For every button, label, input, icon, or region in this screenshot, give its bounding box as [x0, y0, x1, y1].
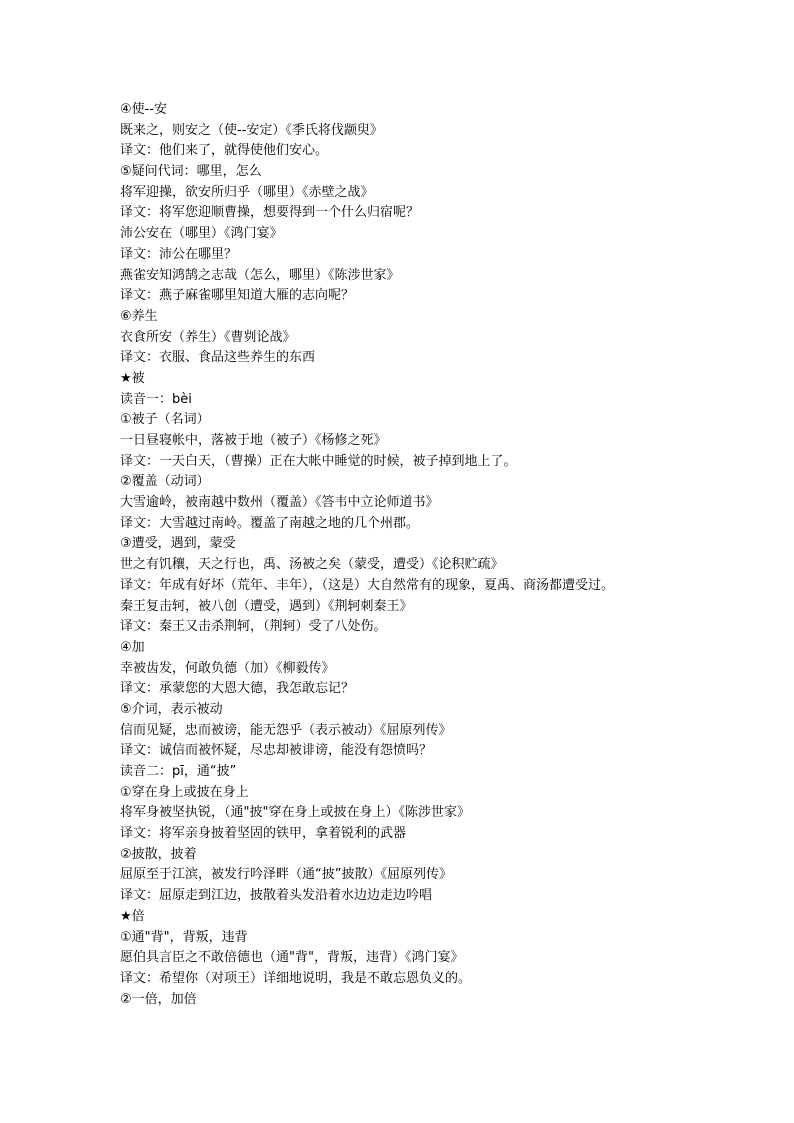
text-line: ⑤介词，表示被动	[120, 701, 223, 717]
text-line: ⑤疑问代词：哪里，怎么	[120, 164, 262, 180]
text-line: 译文：沛公在哪里？	[120, 246, 238, 262]
text-line: ①被子（名词）	[120, 412, 210, 428]
text-line: 译文：承蒙您的大恩大德，我怎敢忘记？	[120, 681, 355, 697]
text-line: ②一倍，加倍	[120, 991, 197, 1007]
text-line: ⑥养生	[120, 308, 158, 324]
text-line: 读音二：pī，通“披”	[120, 764, 237, 779]
text-line: ②披散，披着	[120, 846, 197, 862]
text-line: 读音一：bèi	[120, 391, 192, 407]
text-line: 译文：年成有好坏（荒年、丰年），（这是）大自然常有的现象，夏禹、商汤都遭受过。	[120, 577, 615, 593]
text-line: 燕雀安知鸿鹄之志哉（怎么，哪里）《陈涉世家》	[120, 267, 400, 283]
text-line: 既来之，则安之（使--安定）《季氏将伐颛臾》	[120, 122, 383, 138]
section-heading: ★被	[120, 370, 145, 386]
text-line: 沛公安在（哪里）《鸿门宴》	[120, 226, 283, 242]
text-line: ④使--安	[120, 102, 168, 117]
text-line: 译文：一天白天，（曹操）正在大帐中睡觉的时候，被子掉到地上了。	[120, 453, 517, 469]
text-line: 译文：大雪越过南岭。覆盖了南越之地的几个州郡。	[120, 515, 420, 531]
text-line: 幸被齿发，何敢负德（加）《柳毅传》	[120, 660, 335, 676]
text-line: 译文：希望你（对项王）详细地说明，我是不敢忘恩负义的。	[120, 970, 472, 986]
text-line: 世之有饥穰，天之行也，禹、汤被之矣（蒙受，遭受）《论积贮疏》	[120, 557, 504, 573]
text-line: 秦王复击轲，被八创（遭受，遇到）《荆轲刺秦王》	[120, 598, 413, 614]
document-body	[120, 100, 720, 1010]
text-line: ①穿在身上或披在身上	[120, 784, 249, 800]
text-line: 译文：诚信而被怀疑，尽忠却被诽谤，能没有怨愤吗？	[120, 743, 433, 759]
text-line: ①通"背"，背叛，违背	[120, 929, 248, 945]
text-line: 信而见疑，忠而被谤，能无怨乎（表示被动）《屈原列传》	[120, 722, 452, 738]
text-line: 译文：衣服、食品这些养生的东西	[120, 350, 316, 366]
text-line: 译文：将军亲身披着坚固的铁甲，拿着锐利的武器	[120, 826, 407, 842]
text-line: 一日昼寝帐中，落被于地（被子）《杨修之死》	[120, 433, 387, 448]
text-line: 愿伯具言臣之不敢倍德也（通"背"，背叛，违背）《鸿门宴》	[120, 950, 464, 966]
text-line: 屈原至于江滨，被发行吟泽畔（通“披”披散）《屈原列传》	[120, 867, 452, 883]
text-line: 译文：他们来了，就得使他们安心。	[120, 143, 329, 159]
text-line: 译文：燕子麻雀哪里知道大雁的志向呢？	[120, 288, 355, 304]
text-line: 大雪逾岭，被南越中数州（覆盖）《答韦中立论师道书》	[120, 495, 439, 511]
section-heading: ★倍	[120, 908, 145, 924]
text-line: 衣食所安（养生）《曹刿论战》	[120, 329, 296, 345]
text-line: 将军迎操，欲安所归乎（哪里）《赤壁之战》	[120, 184, 374, 200]
text-line: ③遭受，遇到，蒙受	[120, 536, 236, 552]
text-line: 将军身被坚执锐，（通"披"穿在身上或披在身上）《陈涉世家》	[120, 805, 470, 821]
text-line: 译文：屈原走到江边，披散着头发沿着水边边走边吟唱	[120, 888, 433, 904]
text-line: ④加	[120, 639, 145, 655]
text-line: 译文：秦王又击杀荆轲，（荆轲）受了八处伤。	[120, 619, 387, 635]
text-line: ②覆盖（动词）	[120, 474, 210, 490]
text-line: 译文：将军您迎顺曹操，想要得到一个什么归宿呢？	[120, 205, 420, 221]
